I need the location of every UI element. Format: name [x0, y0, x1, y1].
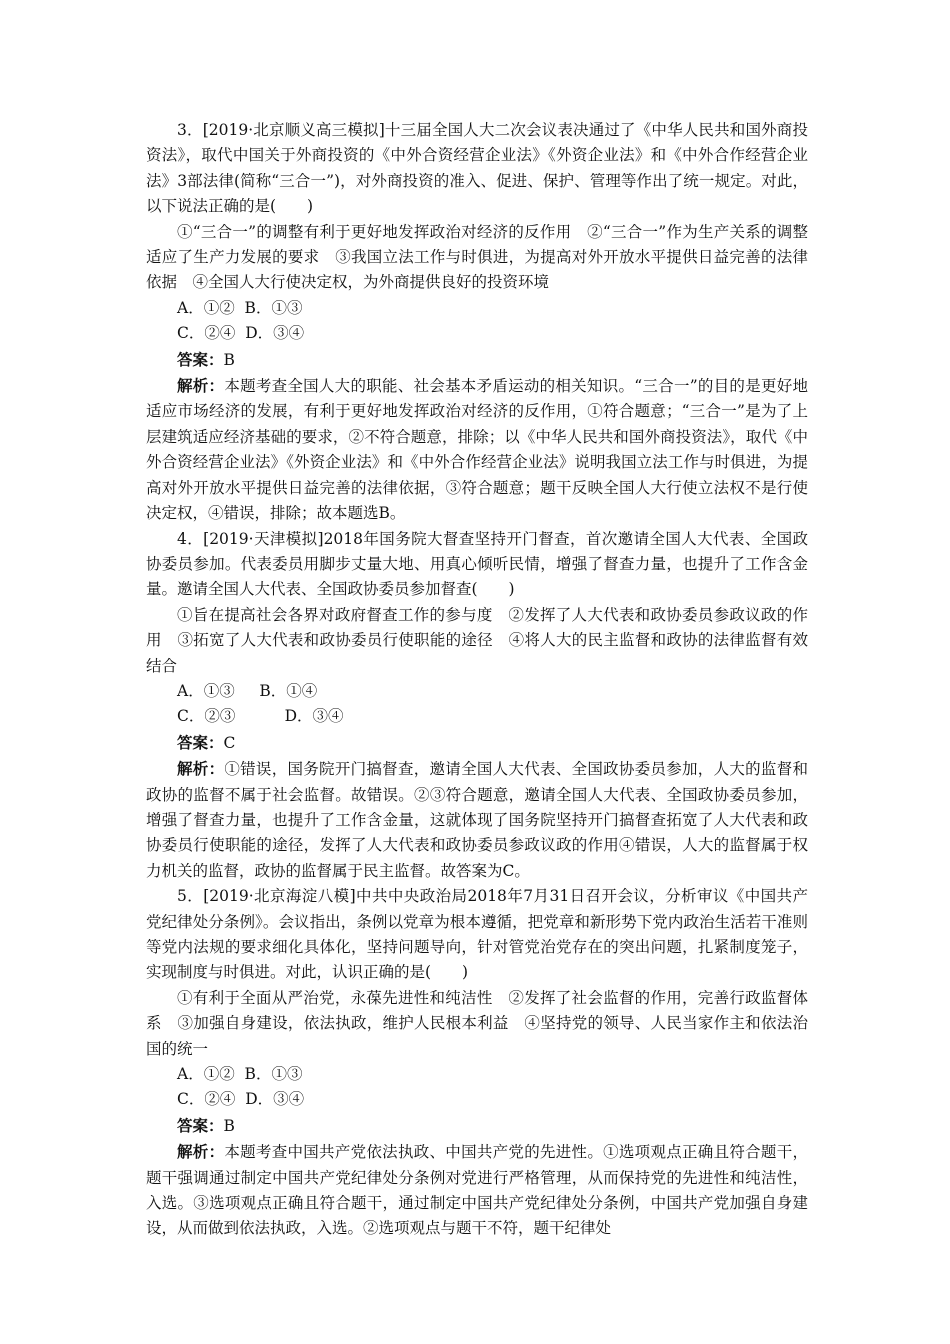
question-4	[146, 527, 808, 885]
options-line: C．②④ D．③④	[177, 324, 305, 343]
options-line: A．①② B．①③	[177, 1065, 303, 1084]
options-line: C．②③ D．③④	[177, 707, 344, 726]
answer-value: B	[223, 1116, 235, 1135]
answer-label: 答案：	[177, 1115, 224, 1135]
answer-label: 答案：	[177, 732, 224, 752]
document-body	[146, 118, 808, 1242]
answer-line	[146, 730, 808, 756]
explanation	[146, 373, 808, 526]
options-line: A．①③ B．①④	[177, 681, 318, 700]
question-stem: 4．[2019·天津模拟]2018年国务院大督查坚持开门督查，首次邀请全国人大代表、全国政协委员参加。代表委员用脚步丈量大地、用真心倾听民情，增强了督查力量，也提升了工作含金量。邀请全国人大代表、全国政协委员参加督查( )	[146, 529, 808, 599]
explanation-label: 解析：	[177, 376, 225, 396]
question-items: ①有利于全面从严治党，永葆先进性和纯洁性 ②发挥了社会监督的作用，完善行政监督体系 ③加强自身建设，依法执政，维护人民根本利益 ④坚持党的领导、人民当家作主和依法治国的统一	[146, 988, 808, 1058]
answer-line	[146, 1113, 808, 1139]
explanation-label: 解析：	[177, 1142, 225, 1162]
answer-value: B	[223, 350, 235, 369]
explanation-text: 本题考查全国人大的职能、社会基本矛盾运动的相关知识。“三合一”的目的是更好地适应市场经济的发展，有利于更好地发挥政治对经济的反作用，①符合题意；“三合一”是为了上层建筑适应经济基础的要求，②不符合题意，排除；以《中华人民共和国外商投资法》，取代《中外合资经营企业法》《外资企业法》和《中外合作经营企业法》说明我国立法工作与时俱进，为提高对外开放水平提供日益完善的法律依据，③符合题意；题干反映全国人大行使立法权不是行使决定权，④错误，排除；故本题选B。	[146, 377, 808, 523]
explanation-label: 解析：	[177, 759, 225, 779]
answer-value: C	[223, 733, 236, 752]
question-5	[146, 884, 808, 1242]
options-line: C．②④ D．③④	[177, 1090, 305, 1109]
explanation	[146, 1139, 808, 1242]
answer-label: 答案：	[177, 349, 224, 369]
explanation-text: 本题考查中国共产党依法执政、中国共产党的先进性。①选项观点正确且符合题干，题干强调通过制定中国共产党纪律处分条例对党进行严格管理，从而保持党的先进性和纯洁性，入选。③选项观点正确且符合题干，通过制定中国共产党纪律处分条例，中国共产党加强自身建设，从而做到依法执政，入选。②选项观点与题干不符，题干纪律处	[146, 1143, 808, 1238]
explanation-text: ①错误，国务院开门搞督查，邀请全国人大代表、全国政协委员参加，人大的监督和政协的监督不属于社会监督。故错误。②③符合题意，邀请全国人大代表、全国政协委员参加，增强了督查力量，也提升了工作含金量，这就体现了国务院坚持开门搞督查拓宽了人大代表和政协委员行使职能的途径，发挥了人大代表和政协委员参政议政的作用④错误，人大的监督属于权力机关的监督，政协的监督属于民主监督。故答案为C。	[146, 760, 808, 880]
question-items: ①旨在提高社会各界对政府督查工作的参与度 ②发挥了人大代表和政协委员参政议政的作用 ③拓宽了人大代表和政协委员行使职能的途径 ④将人大的民主监督和政协的法律监督有效结合	[146, 605, 808, 675]
question-items: ①“三合一”的调整有利于更好地发挥政治对经济的反作用 ②“三合一”作为生产关系的调整适应了生产力发展的要求 ③我国立法工作与时俱进，为提高对外开放水平提供日益完善的法律依据 ④全国人大行使决定权，为外商提供良好的投资环境	[146, 222, 808, 292]
question-stem: 3．[2019·北京顺义高三模拟]十三届全国人大二次会议表决通过了《中华人民共和国外商投资法》，取代中国关于外商投资的《中外合资经营企业法》《外资企业法》和《中外合作经营企业法》3部法律(简称“三合一”)，对外商投资的准入、促进、保护、管理等作出了统一规定。对此，以下说法正确的是( )	[146, 121, 808, 216]
question-3	[146, 118, 808, 527]
question-stem: 5．[2019·北京海淀八模]中共中央政治局2018年7月31日召开会议，分析审议《中国共产党纪律处分条例》。会议指出，条例以党章为根本遵循，把党章和新形势下党内政治生活若干准则等党内法规的要求细化具体化，坚持问题导向，针对管党治党存在的突出问题，扎紧制度笼子，实现制度与时俱进。对此，认识正确的是( )	[146, 887, 808, 982]
answer-line	[146, 347, 808, 373]
options-line: A．①② B．①③	[177, 298, 303, 317]
explanation	[146, 756, 808, 884]
